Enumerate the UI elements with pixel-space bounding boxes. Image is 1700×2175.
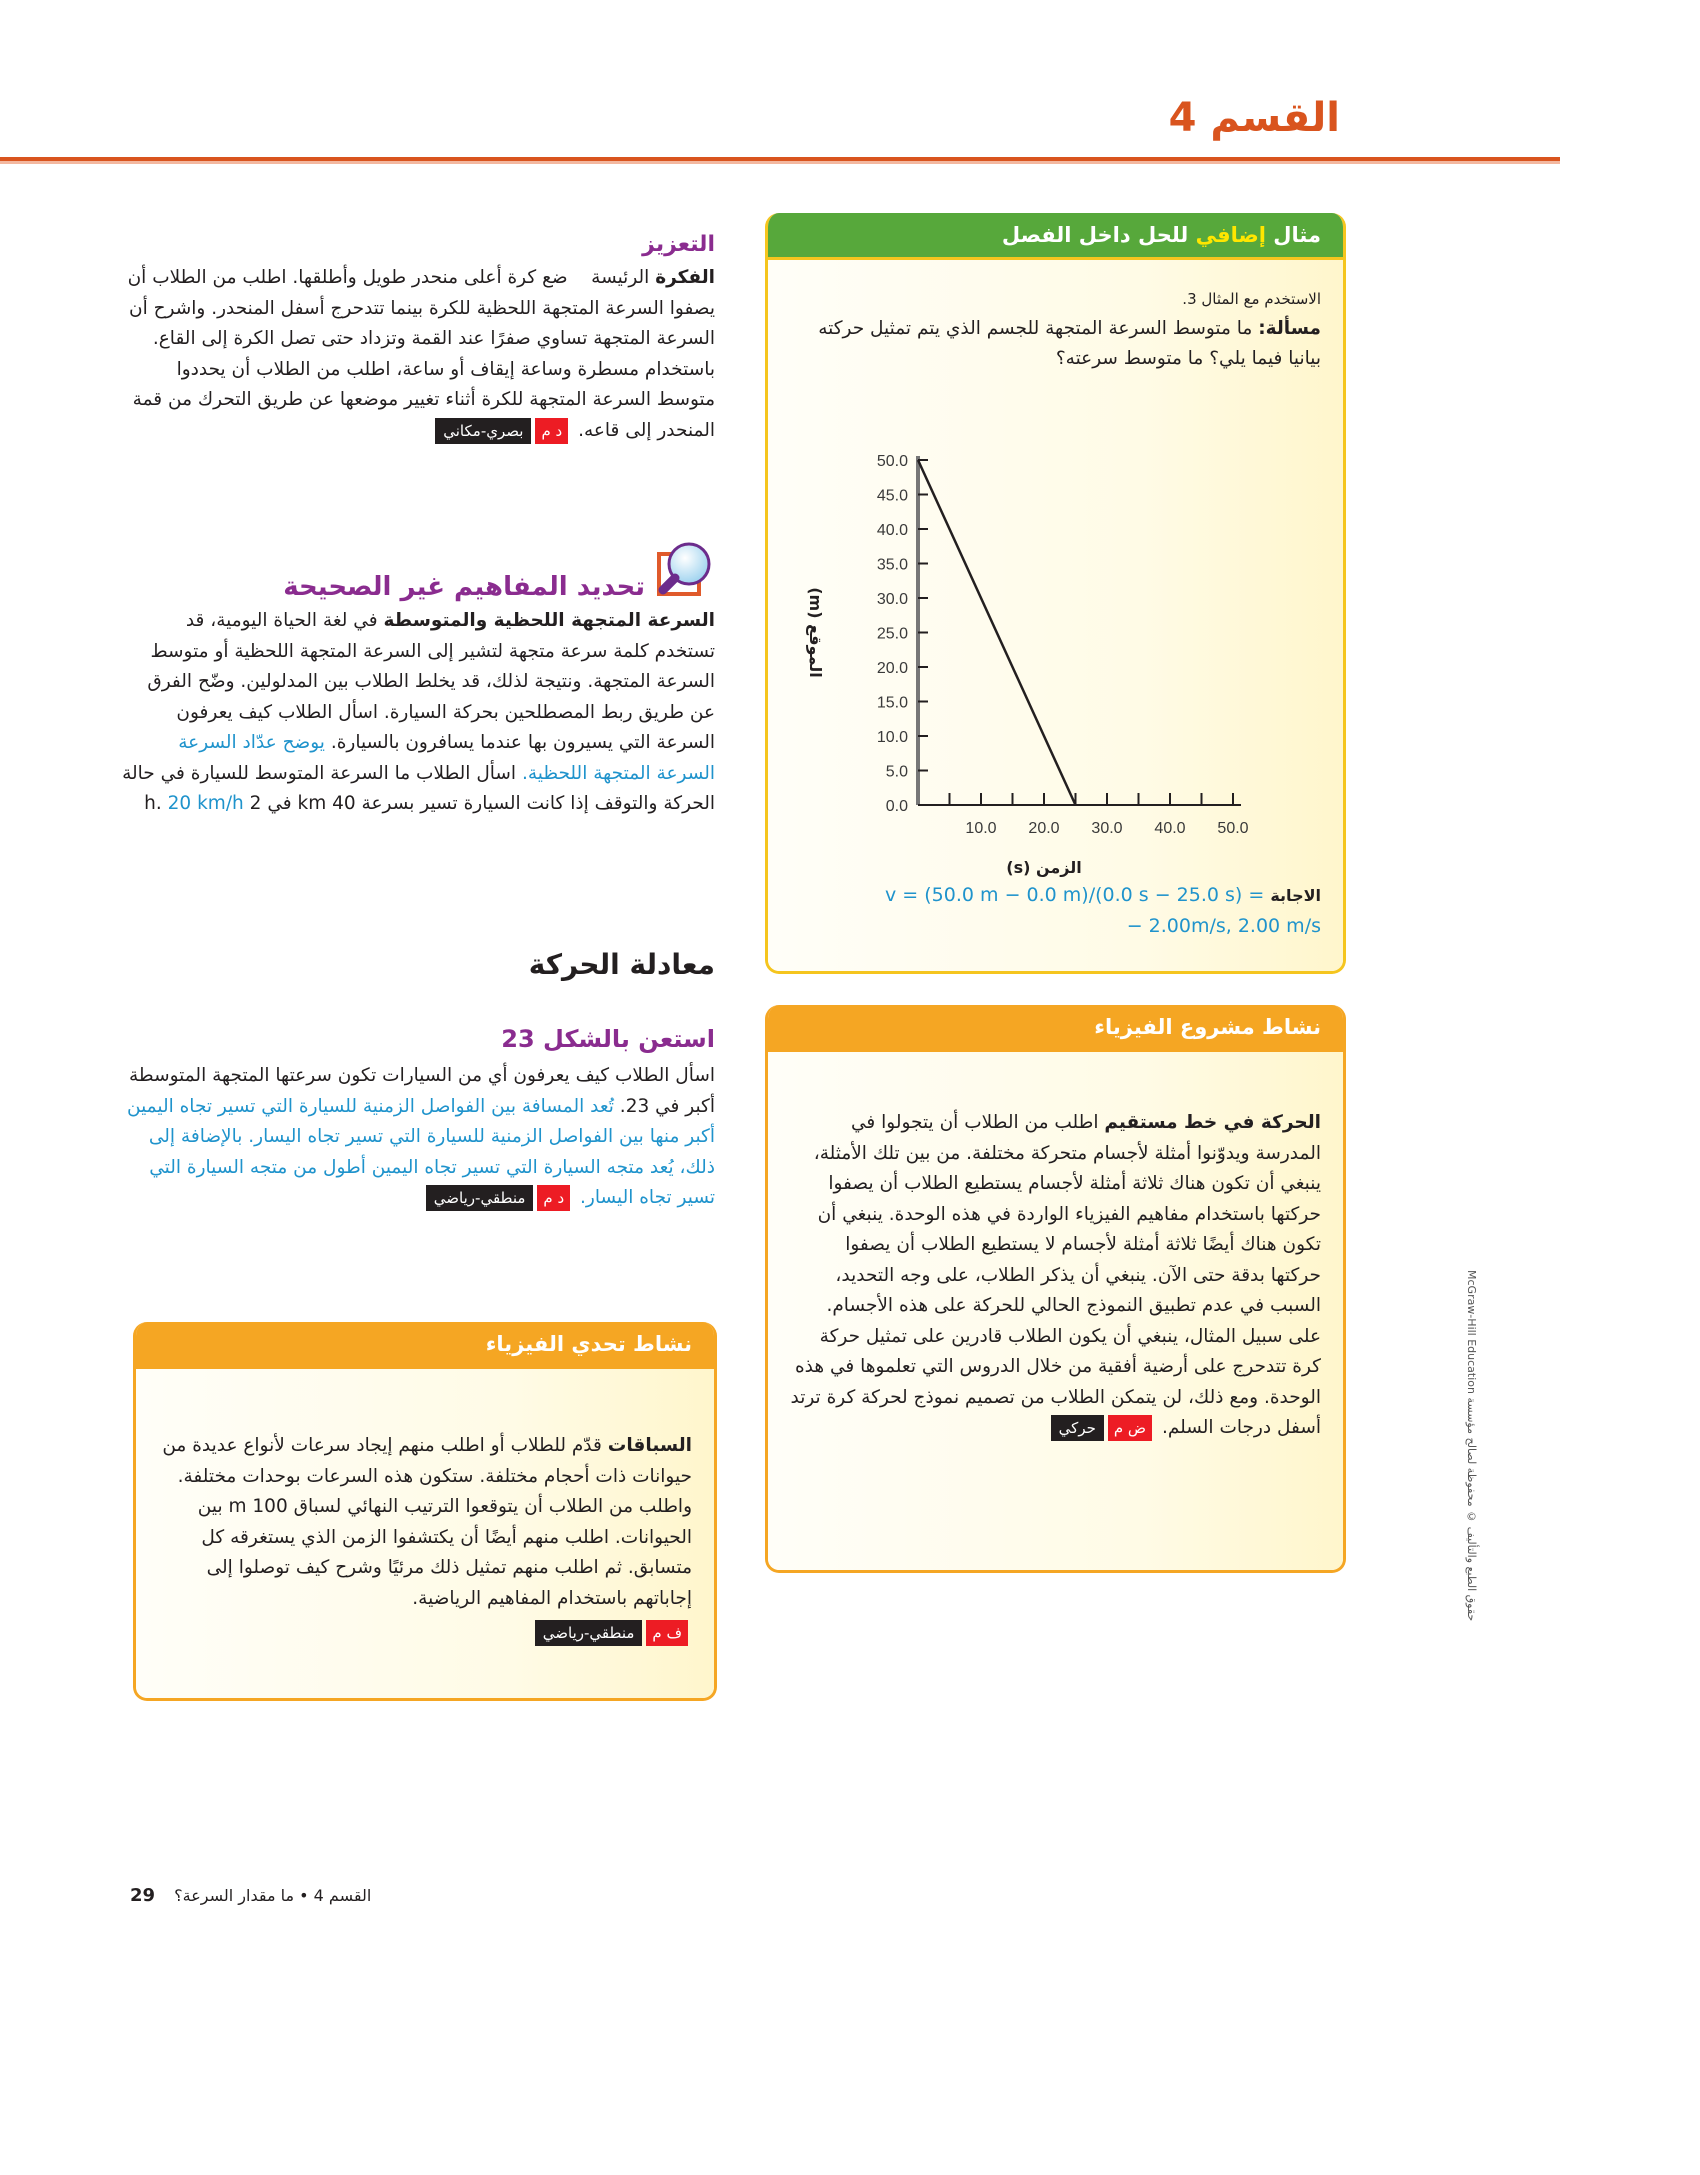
misconceptions-heading: تحديد المفاهيم غير الصحيحة: [283, 572, 645, 602]
example-title-highlight: إضافي: [1195, 223, 1266, 247]
reinforcement-heading: التعزيز: [642, 232, 715, 257]
header-rule-shadow: [0, 161, 1560, 164]
section-title: القسم 4: [1168, 95, 1340, 141]
challenge-text-block: [158, 1369, 692, 1649]
x-tick-label: 20.0: [1028, 820, 1060, 837]
example-title-part2: للحل داخل الفصل: [1001, 223, 1196, 247]
footer-text: القسم 4 • ما مقدار السرعة؟: [174, 1886, 372, 1905]
y-tick-label: 15.0: [876, 694, 908, 712]
problem-label: مسألة:: [1258, 318, 1321, 339]
x-tick-label: 50.0: [1217, 820, 1249, 837]
series-line-position: [918, 460, 1076, 805]
challenge-lead: السباقات: [607, 1435, 692, 1456]
y-tick-label: 50.0: [876, 453, 908, 470]
y-tick-label: 0.0: [885, 798, 908, 815]
position-time-chart: [768, 400, 1343, 900]
problem-text: ما متوسط السرعة المتجهة للجسم الذي يتم تمثيل حركته بيانيا فيما يلي؟ ما متوسط سرعته؟: [818, 318, 1321, 369]
reinforcement-lead: الفكرة: [655, 267, 715, 288]
y-axis-title: الموقع (m): [806, 587, 825, 678]
use-with-note: الاستخدم مع المثال 3.: [1182, 290, 1321, 308]
figure-23-section: [120, 1025, 715, 1214]
x-tick-label: 10.0: [965, 820, 997, 837]
y-tick-label: 25.0: [876, 625, 908, 643]
reinforcement-section: [120, 232, 715, 446]
misconceptions-text: في لغة الحياة اليومية، قد تستخدم كلمة سرعة متجهة لتشير إلى السرعة المتجهة اللحظية أو متوسط السرعة المتجهة. ونتيجة لذلك، قد يخلط الطلاب بين المدلولين. وضّح الفرق عن طريق ربط المصطلحين بحركة السيارة. اسأل الطلاب كيف يعرفون السرعة التي يسيرون بها عندما يسافرون بالسيارة.: [147, 610, 715, 753]
example-box-title: [768, 213, 1343, 257]
challenge-box-title: نشاط تحدي الفيزياء: [136, 1322, 714, 1366]
project-text-block: [790, 1052, 1321, 1444]
learning-style-tag: حركي: [1051, 1415, 1104, 1441]
example-box-body: [768, 257, 1343, 974]
level-tag: د م: [535, 418, 568, 444]
problem-statement: [790, 314, 1321, 374]
y-tick-label: 40.0: [876, 522, 908, 539]
y-tick-label: 20.0: [876, 660, 908, 677]
y-tick-label: 10.0: [876, 729, 908, 746]
page-number: 29: [130, 1885, 156, 1906]
y-tick-label: 5.0: [885, 763, 908, 781]
misconceptions-body: [120, 606, 715, 820]
misconceptions-lead: السرعة المتجهة اللحظية والمتوسطة: [383, 610, 715, 631]
reinforcement-body: [120, 263, 715, 446]
page-footer: [130, 1885, 371, 1906]
answer-label: الاجابة: [1270, 886, 1321, 905]
physics-challenge-box: [133, 1322, 717, 1701]
magnifier-icon: [653, 540, 715, 602]
misconceptions-answer-2: 20 km/h: [161, 793, 244, 814]
motion-equation-section: [120, 948, 715, 981]
figure-23-body: [120, 1061, 715, 1214]
physics-project-box: [765, 1005, 1346, 1573]
figure-23-text: اسأل الطلاب كيف يعرفون أي من السيارات تكون سرعتها المتجهة المتوسطة أكبر في 23.: [129, 1065, 715, 1117]
y-tick-label: 35.0: [876, 556, 908, 574]
x-tick-label: 40.0: [1154, 820, 1186, 837]
misconceptions-answer-1: يوضح عدّاد السرعة السرعة المتجهة اللحظية.: [178, 732, 715, 784]
x-tick-label: 30.0: [1091, 820, 1123, 837]
motion-equation-heading: معادلة الحركة: [528, 948, 715, 981]
learning-style-tag: منطقي-رياضي: [535, 1620, 643, 1646]
x-axis-title: الزمن (s): [1006, 858, 1082, 877]
y-tick-label: 45.0: [876, 487, 908, 505]
learning-style-tag: بصري-مكاني: [435, 418, 531, 444]
challenge-text: قدّم للطلاب أو اطلب منهم إيجاد سرعات لأنواع عديدة من حيوانات ذات أحجام مختلفة. ستكون هذه السرعات بوحدات مختلفة. واطلب من الطلاب أن يتوقعوا الترتيب النهائي لسباق 100 m بين الحيوانات. اطلب منهم أيضًا أن يكتشفوا الزمن الذي يستغرقه كل متسابق. ثم اطلب منهم تمثيل ذلك مرئيًا وشرح كيف توصلوا إلى إجاباتهم باستخدام المفاهيم الرياضية.: [162, 1435, 692, 1609]
level-tag: ف م: [646, 1620, 688, 1646]
project-box-title: نشاط مشروع الفيزياء: [768, 1005, 1343, 1049]
answer-block: [791, 880, 1321, 941]
reinforcement-text: ضع كرة أعلى منحدر طويل وأطلقها. اطلب من الطلاب أن يصفوا السرعة المتجهة اللحظية للكرة بينما تتدحرج أسفل المنحدر. واشرح أن السرعة المتجهة تساوي صفرًا عند القمة وتزداد حتى تصل الكرة إلى القاع. باستخدام مسطرة وساعة إيقاف أو ساعة، اطلب من الطلاب أن يحددوا متوسط السرعة المتجهة للكرة أثناء تغيير موضعها عن طريق التحرك من قمة المنحدر إلى قاعه.: [127, 267, 715, 441]
misconceptions-section: [120, 540, 715, 820]
figure-23-answer: تُعد المسافة بين الفواصل الزمنية للسيارة التي تسير تجاه اليمين أكبر منها بين الفواصل الزمنية للسيارة التي تسير تجاه اليسار. بالإضافة إلى ذلك، يُعد متجه السيارة التي تسير تجاه اليمين أطول من متجه السيارة التي تسير تجاه اليسار.: [127, 1095, 715, 1208]
answer-line-2: − 2.00m/s, 2.00 m/s: [1126, 915, 1321, 937]
additional-example-box: [765, 213, 1346, 974]
y-tick-label: 30.0: [876, 591, 908, 608]
level-tag: د م: [537, 1185, 570, 1211]
project-lead: الحركة في خط مستقيم: [1104, 1112, 1321, 1133]
reinforcement-lead-rest: الرئيسة: [591, 267, 656, 288]
figure-23-heading: استعن بالشكل 23: [501, 1025, 715, 1053]
copyright-credit: McGraw-Hill Education حقوق الطبع والتأليف © محفوظة لصالح مؤسسة: [1465, 1270, 1478, 1622]
misconceptions-text-2: اسأل الطلاب ما السرعة المتوسط للسيارة في حالة الحركة والتوقف إذا كانت السيارة تسير بسرعة 40 km في 2 h.: [122, 762, 715, 814]
learning-style-tag: منطقي-رياضي: [426, 1185, 534, 1211]
challenge-box-body: [136, 1366, 714, 1701]
project-text: اطلب من الطلاب أن يتجولوا في المدرسة ويدوّنوا أمثلة لأجسام متحركة مختلفة. من بين تلك الأمثلة، ينبغي أن تكون هناك ثلاثة أمثلة لأجسام يستطيع الطلاب أن يصفوا حركتها باستخدام مفاهيم الفيزياء الواردة في هذه الوحدة. ينبغي أن تكون هناك أيضًا ثلاثة أمثلة لأجسام لا يستطيع الطلاب أن يصفوا حركتها بدقة حتى الآن. ينبغي أن يذكر الطلاب، على وجه التحديد، السبب في عدم تطبيق النموذج الحالي للحركة على هذه الأجسام. على سبيل المثال، ينبغي أن يكون الطلاب قادرين على تمثيل حركة كرة تتدحرج على أرضية أفقية من خلال الدروس التي تعلموها في هذه الوحدة. ومع ذلك، لن يتمكن الطلاب من تصميم نموذج لحركة كرة ترتد أسفل درجات السلم.: [790, 1112, 1321, 1438]
example-title-part1: مثال: [1266, 223, 1321, 247]
answer-line-1: v = (50.0 m − 0.0 m)/(0.0 s − 25.0 s) =: [885, 884, 1265, 906]
level-tag: ض م: [1108, 1415, 1152, 1441]
project-box-body: [768, 1049, 1343, 1573]
